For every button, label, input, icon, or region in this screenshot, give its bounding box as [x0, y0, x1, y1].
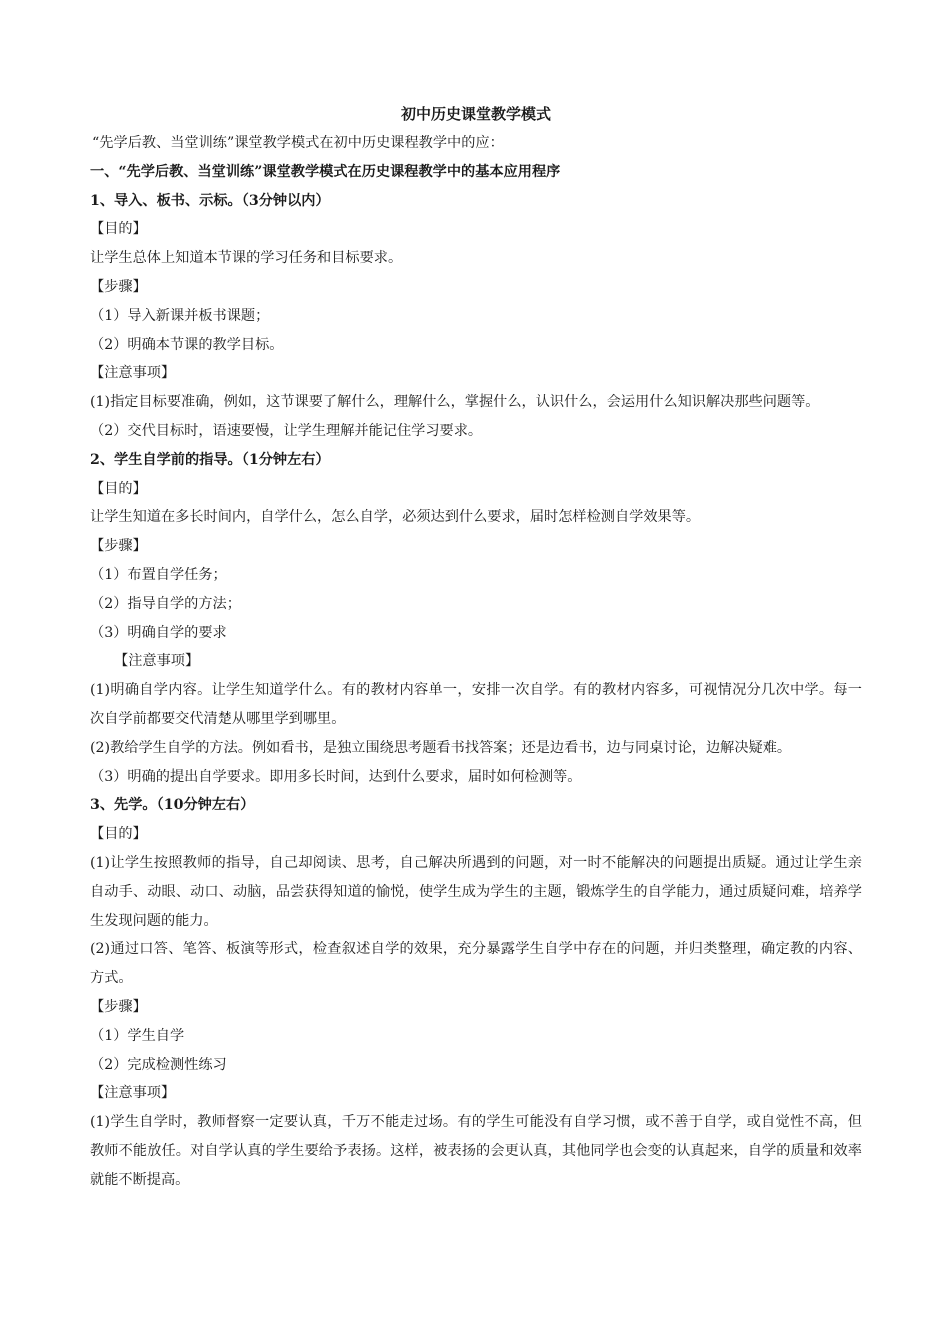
section-3-goal-1: (1)让学生按照教师的指导，自己却阅读、思考，自己解决所遇到的问题，对一时不能解决的问题提出质疑。通过让学生亲自动手、动眼、动口、动脑，品尝获得知道的愉悦，使学生成为学生的主题，锻炼学生的自学能力，通过质疑问难，培养学生发现问题的能力。 — [90, 854, 862, 929]
section-3-goal-label: 【目的】 — [90, 826, 147, 843]
section-1-note-1: (1)指定目标要准确，例如，这节课要了解什么，理解什么，掌握什么，认识什么，会运用什么知识解决那些问题等。 — [90, 394, 820, 411]
section-2-step-3: （3）明确自学的要求 — [90, 624, 227, 641]
section-1-heading: 1、导入、板书、示标。（3分钟以内） — [90, 192, 330, 209]
section-1-goal: 让学生总体上知道本节课的学习任务和目标要求。 — [90, 250, 403, 267]
section-2-note-3: （3）明确的提出自学要求。即用多长时间，达到什么要求，届时如何检测等。 — [90, 768, 582, 785]
section-3-goal-2: (2)通过口答、笔答、板演等形式，检查叙述自学的效果，充分暴露学生自学中存在的问题，并归类整理，确定教的内容、方式。 — [90, 941, 862, 987]
section-3-note-1: (1)学生自学时，教师督察一定要认真，千万不能走过场。有的学生可能没有自学习惯，或不善于自学，或自觉性不高，但教师不能放任。对自学认真的学生要给予表扬。这样，被表扬的会更认真，其他同学也会变的认真起来，自学的质量和效率就能不断提高。 — [90, 1114, 862, 1188]
section-1-note-2: （2）交代目标时，语速要慢，让学生理解并能记住学习要求。 — [90, 422, 483, 439]
section-1-notes-label: 【注意事项】 — [90, 365, 176, 382]
section-1-goal-label: 【目的】 — [90, 221, 147, 238]
section-2-note-1: (1)明确自学内容。让学生知道学什么。有的教材内容单一，安排一次自学。有的教材内容多，可视情况分几次中学。每一次自学前都要交代清楚从哪里学到哪里。 — [90, 682, 862, 727]
section-2-goal-label: 【目的】 — [90, 480, 147, 497]
section-1-steps-label: 【步骤】 — [90, 278, 147, 295]
section-3-heading: 3、先学。（10分钟左右） — [90, 797, 255, 814]
section-2-step-2: （2）指导自学的方法； — [90, 595, 241, 612]
section-3-notes-label: 【注意事项】 — [90, 1085, 176, 1102]
document-title: 初中历史课堂教学模式 — [400, 105, 551, 123]
section-2-steps-label: 【步骤】 — [90, 538, 147, 555]
section-2-note-2: (2)教给学生自学的方法。例如看书，是独立围绕思考题看书找答案；还是边看书，边与同桌讨论，边解决疑难。 — [90, 739, 792, 756]
section-3-step-2: （2）完成检测性练习 — [90, 1056, 227, 1073]
section-3-step-1: （1）学生自学 — [90, 1027, 185, 1044]
section-2-step-1: （1）布置自学任务； — [90, 566, 227, 583]
section-3-steps-label: 【步骤】 — [90, 998, 147, 1015]
section-2-goal: 让学生知道在多长时间内，自学什么，怎么自学，必须达到什么要求，届时怎样检测自学效果等。 — [90, 509, 701, 526]
heading-1: 一、“先学后教、当堂训练”课堂教学模式在历史课程教学中的基本应用程序 — [90, 163, 561, 180]
section-1-step-2: （2）明确本节课的教学目标。 — [90, 336, 284, 353]
section-1-step-1: （1）导入新课并板书课题； — [90, 307, 270, 324]
intro-line: “先学后教、当堂训练”课堂教学模式在初中历史课程教学中的应： — [92, 135, 504, 151]
section-2-heading: 2、学生自学前的指导。（1分钟左右） — [90, 451, 330, 468]
section-2-notes-label: 【注意事项】 — [114, 653, 200, 670]
